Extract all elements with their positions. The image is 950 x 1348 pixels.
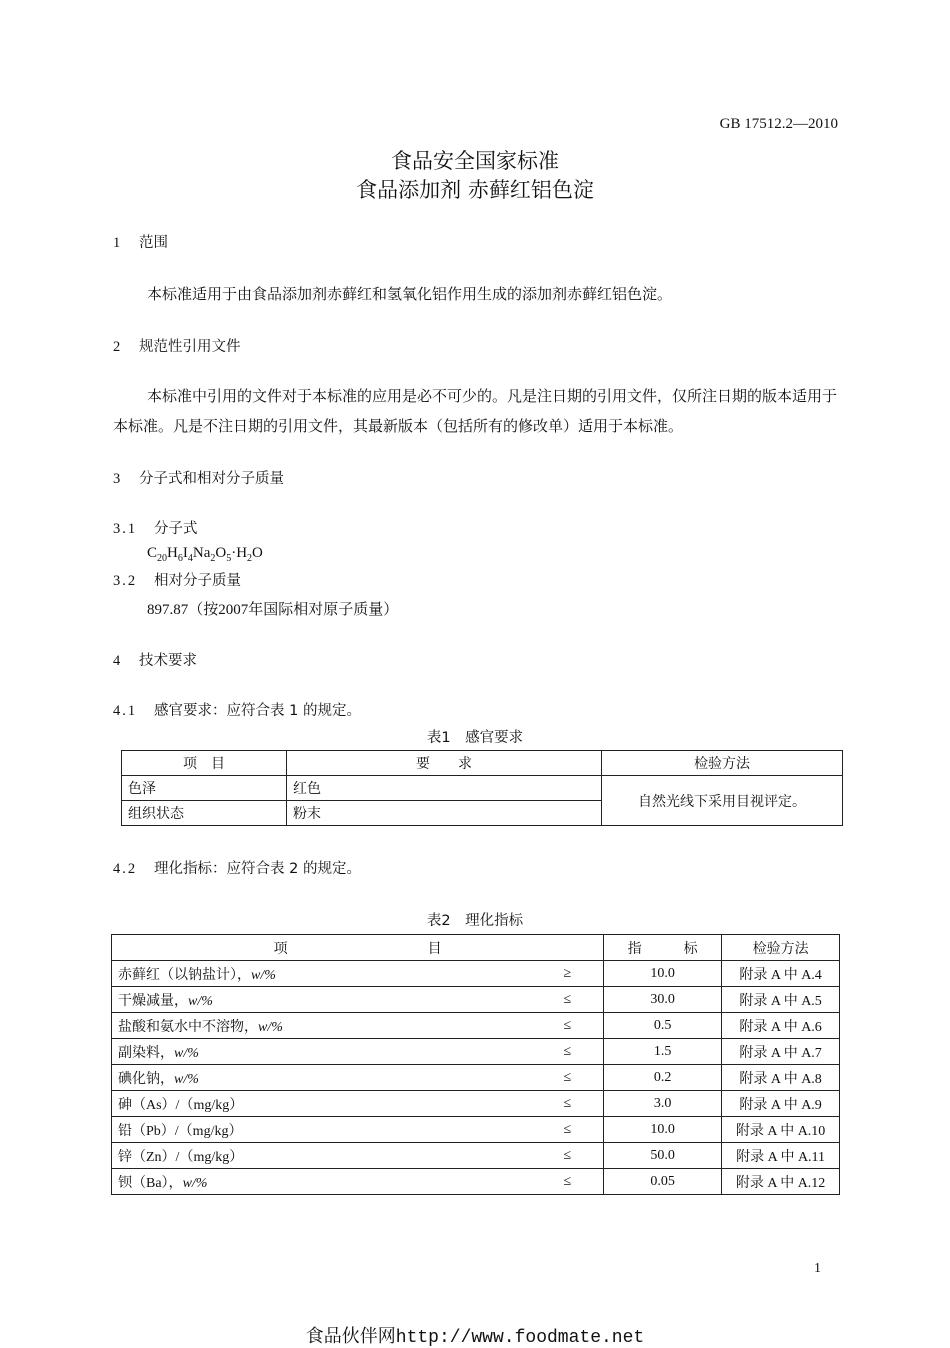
section-number: 4.1	[113, 703, 138, 719]
value-cell: 10.0	[604, 961, 722, 987]
molecular-formula: $C_{20}H_6I_4Na_2O_5\cdot H_2O$	[147, 545, 263, 564]
item-cell: 碘化钠，w/%	[112, 1065, 503, 1091]
table-2-caption: 表2 理化指标	[426, 913, 524, 929]
table-row	[112, 1065, 840, 1091]
sensory-requirements-table	[121, 750, 843, 826]
section-4-heading	[113, 649, 197, 670]
column-header: 要 求	[287, 751, 602, 776]
value-cell: 0.5	[604, 1013, 722, 1039]
table-row	[122, 776, 843, 801]
section-title: 规范性引用文件	[139, 339, 241, 355]
section-number: 2	[113, 339, 121, 355]
section-4-1-heading	[113, 699, 361, 720]
table-row	[112, 1143, 840, 1169]
section-title: 分子式	[154, 521, 198, 537]
value-cell: 30.0	[604, 987, 722, 1013]
comparison-symbol-cell: ≤	[502, 1039, 604, 1065]
standard-code: GB 17512.2—2010	[719, 116, 838, 132]
section-3-heading	[113, 467, 284, 488]
section-title: 感官要求：应符合表 1 的规定。	[154, 703, 361, 719]
method-cell: 自然光线下采用目视评定。	[602, 776, 843, 826]
section-4-2-heading	[113, 857, 361, 878]
section-title: 范围	[139, 235, 168, 251]
comparison-symbol-cell: ≤	[502, 1143, 604, 1169]
table-row	[112, 1117, 840, 1143]
method-cell: 附录 A 中 A.10	[722, 1117, 840, 1143]
footer-url-link[interactable]: http://www.foodmate.net	[395, 1328, 645, 1348]
section-1-text: 本标准适用于由食品添加剂赤藓红和氢氧化铝作用生成的添加剂赤藓红铝色淀。	[147, 287, 673, 303]
comparison-symbol-cell: ≤	[502, 1117, 604, 1143]
comparison-symbol-cell: ≤	[502, 987, 604, 1013]
comparison-symbol-cell: ≤	[502, 1169, 604, 1195]
table-header-row	[122, 751, 843, 776]
table-header-row	[112, 935, 840, 961]
method-cell: 附录 A 中 A.12	[722, 1169, 840, 1195]
physicochemical-indicators-table	[111, 934, 840, 1195]
section-1-heading	[113, 231, 168, 252]
value-cell: 50.0	[604, 1143, 722, 1169]
method-cell: 附录 A 中 A.5	[722, 987, 840, 1013]
item-cell: 砷（As）/（mg/kg）	[112, 1091, 503, 1117]
value-cell: 3.0	[604, 1091, 722, 1117]
page-number: 1	[814, 1261, 821, 1276]
value-cell: 0.2	[604, 1065, 722, 1091]
column-header: 项 目	[112, 935, 604, 961]
comparison-symbol-cell: ≤	[502, 1091, 604, 1117]
comparison-symbol-cell: ≤	[502, 1065, 604, 1091]
section-title: 理化指标：应符合表 2 的规定。	[154, 861, 361, 877]
item-cell: 盐酸和氨水中不溶物，w/%	[112, 1013, 503, 1039]
section-2-heading	[113, 335, 241, 356]
column-header: 检验方法	[722, 935, 840, 961]
column-header: 项 目	[122, 751, 287, 776]
section-3-2-heading	[113, 569, 241, 590]
method-cell: 附录 A 中 A.8	[722, 1065, 840, 1091]
section-number: 3.1	[113, 521, 138, 537]
item-cell: 干燥减量，w/%	[112, 987, 503, 1013]
method-cell: 附录 A 中 A.7	[722, 1039, 840, 1065]
item-cell: 赤藓红（以钠盐计），w/%	[112, 961, 503, 987]
column-header: 检验方法	[602, 751, 843, 776]
comparison-symbol-cell: ≥	[502, 961, 604, 987]
requirement-cell: 粉末	[287, 801, 602, 826]
table-row	[112, 1091, 840, 1117]
section-title: 分子式和相对分子质量	[139, 471, 284, 487]
table-row	[112, 1039, 840, 1065]
section-3-1-heading	[113, 517, 198, 538]
section-number: 3	[113, 471, 121, 487]
value-cell: 1.5	[604, 1039, 722, 1065]
value-cell: 10.0	[604, 1117, 722, 1143]
section-title: 技术要求	[139, 653, 197, 669]
table-row	[112, 1013, 840, 1039]
molecular-mass: 897.87（按2007年国际相对原子质量）	[147, 602, 399, 618]
table-1-caption: 表1 感官要求	[426, 730, 524, 746]
item-cell: 钡（Ba），w/%	[112, 1169, 503, 1195]
item-cell: 副染料，w/%	[112, 1039, 503, 1065]
item-cell: 组织状态	[122, 801, 287, 826]
item-cell: 色泽	[122, 776, 287, 801]
value-cell: 0.05	[604, 1169, 722, 1195]
requirement-cell: 红色	[287, 776, 602, 801]
section-number: 4.2	[113, 861, 138, 877]
footer-site-name: 食品伙伴网	[305, 1326, 396, 1347]
document-subtitle: 食品添加剂 赤藓红铝色淀	[356, 178, 594, 202]
section-number: 3.2	[113, 573, 138, 589]
table-row	[112, 1169, 840, 1195]
method-cell: 附录 A 中 A.6	[722, 1013, 840, 1039]
section-number: 4	[113, 653, 121, 669]
table-row	[112, 961, 840, 987]
section-2-text: 本标准中引用的文件对于本标准的应用是必不可少的。凡是注日期的引用文件，仅所注日期的版本适用于本标准。凡是不注日期的引用文件，其最新版本（包括所有的修改单）适用于本标准。	[113, 389, 838, 435]
comparison-symbol-cell: ≤	[502, 1013, 604, 1039]
method-cell: 附录 A 中 A.11	[722, 1143, 840, 1169]
item-cell: 铅（Pb）/（mg/kg）	[112, 1117, 503, 1143]
section-title: 相对分子质量	[154, 573, 241, 589]
section-number: 1	[113, 235, 121, 251]
method-cell: 附录 A 中 A.9	[722, 1091, 840, 1117]
column-header: 指 标	[604, 935, 722, 961]
table-row	[112, 987, 840, 1013]
document-title: 食品安全国家标准	[391, 149, 559, 173]
item-cell: 锌（Zn）/（mg/kg）	[112, 1143, 503, 1169]
method-cell: 附录 A 中 A.4	[722, 961, 840, 987]
footer-watermark[interactable]	[0, 1322, 950, 1348]
